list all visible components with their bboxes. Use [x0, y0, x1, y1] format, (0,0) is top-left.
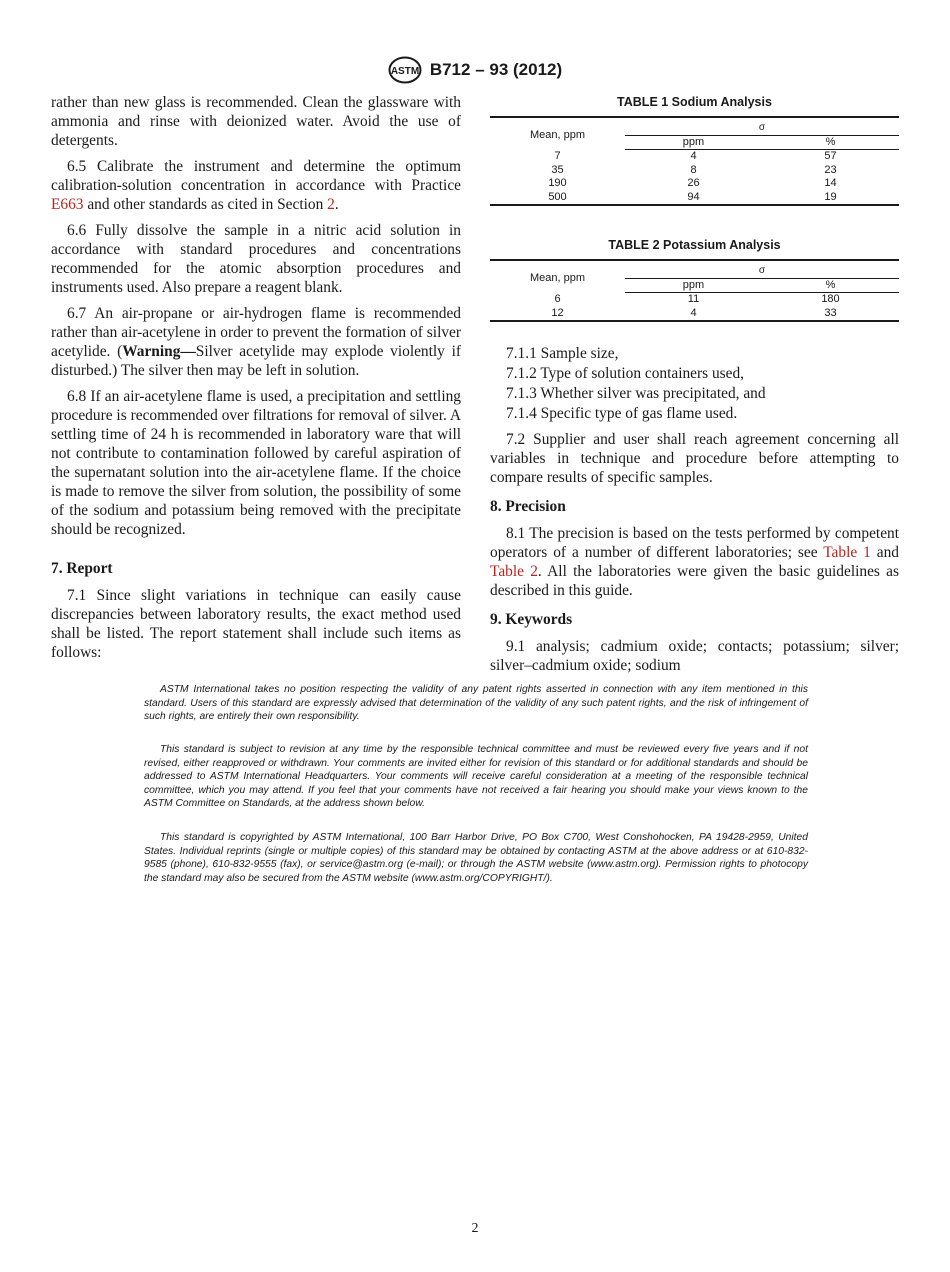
footer-notice-copyright: This standard is copyrighted by ASTM International, 100 Barr Harbor Drive, PO Box C700, West Conshohocken, PA 19428-2959, United States. Individual reprints (single or multiple copies) of this standard may be obtained by contacting ASTM at the above address or at 610-832-9585 (phone), 610-832-9555 (fax), or service@astm.org (e-mail); or through the ASTM website (www.astm.org). Permission rights to photocopy the standard may also be secured from the ASTM website (www.astm.org/COPYRIGHT/). — [144, 832, 808, 884]
right-column — [490, 344, 899, 682]
page-header — [0, 55, 950, 85]
table-1-header-sigma: σ — [625, 117, 899, 135]
table-2-header-sigma: σ — [625, 260, 899, 278]
table-2-potassium — [490, 238, 899, 322]
table-row: 35 8 23 — [551, 163, 837, 176]
list-item: 7.1.1 Sample size, — [506, 345, 619, 362]
left-column — [51, 93, 461, 669]
table-row: 7 4 57 — [554, 149, 837, 162]
link-table-2[interactable]: Table 2 — [490, 563, 538, 580]
list-item: 7.1.3 Whether silver was precipitated, and — [506, 385, 766, 402]
standard-designation: B712 – 93 (2012) — [429, 60, 563, 79]
paragraph-7-2: 7.2 Supplier and user shall reach agreement concerning all variables in technique and procedure before attempting to compare results of specific samples. — [490, 431, 899, 486]
table-row: 190 26 14 — [548, 177, 837, 189]
table-1-caption: TABLE 1 Sodium Analysis — [617, 95, 772, 109]
section-9-heading: 9. Keywords — [490, 611, 573, 628]
section-7-heading: 7. Report — [51, 560, 113, 577]
footer-notice-revision: This standard is subject to revision at any time by the responsible technical committee and must be reviewed every five years and if not revised, either reapproved or withdrawn. Your comments are invited either for revision of this standard or for additional standards and should be addressed to ASTM International Headquarters. Your comments will receive careful consideration at a meeting of the responsible technical committee, which you may attend. If you feel that your comments have not received a fair hearing you should make your views known to the ASTM Committee on Standards, at the address shown below. — [144, 744, 808, 810]
table-2-header-ppm: ppm — [625, 278, 762, 293]
link-section-2[interactable]: 2 — [327, 196, 335, 213]
link-e663[interactable]: E663 — [51, 196, 84, 213]
paragraph-continued: rather than new glass is recommended. Clean the glassware with ammonia and rinse with deionized water. Avoid the use of detergents. — [51, 94, 461, 149]
footer-notice-patent: ASTM International takes no position respecting the validity of any patent rights asserted in connection with any item mentioned in this standard. Users of this standard are expressly advised that determination of the validity of any such patent rights, and the risk of infringement of such rights, are entirely their own responsibility. — [144, 684, 808, 723]
table-1-header-pct: % — [762, 135, 899, 150]
list-item: 7.1.2 Type of solution containers used, — [506, 365, 745, 382]
warning-label: Warning— — [122, 343, 196, 360]
astm-logo-icon — [388, 56, 422, 84]
table-2-grid — [490, 259, 899, 322]
paragraph-6-7: 6.7 An air-propane or air-hydrogen flame is recommended rather than air-acetylene in order to prevent the formation of silver acetylide. (Warning—Silver acetylide may explode violently if disturbed.) The silver then may be left in solution. — [51, 305, 461, 379]
table-1-header-mean: Mean, ppm — [490, 117, 625, 150]
list-item: 7.1.4 Specific type of gas flame used. — [506, 405, 738, 422]
table-1-grid — [490, 116, 899, 206]
table-1-header-ppm: ppm — [625, 135, 762, 150]
svg-text:ASTM: ASTM — [390, 66, 419, 77]
paragraph-6-6: 6.6 Fully dissolve the sample in a nitric acid solution in accordance with standard procedures and concentrations recommended for the atomic absorption procedures and instruments used. Also prepare a reagent blank. — [51, 222, 461, 296]
paragraph-8-1: 8.1 The precision is based on the tests performed by competent operators of a number of different laboratories; see Table 1 and Table 2. All the laboratories were given the basic guidelines as described in this guide. — [490, 525, 899, 599]
link-table-1[interactable]: Table 1 — [823, 544, 871, 561]
paragraph-6-8: 6.8 If an air-acetylene flame is used, a precipitation and settling procedure is recommended over filtrations for removal of silver. A settling time of 24 h is recommended in laboratory ware that will not contribute to contamination followed by careful aspiration of the supernatant solution into the air-acetylene flame. If the choice is made to remove the silver from solution, the possibility of some of the sodium and potassium being removed with the precipitate should be recognized. — [51, 388, 461, 538]
paragraph-7-1: 7.1 Since slight variations in technique can easily cause discrepancies between laboratory results, the exact method used shall be listed. The report statement shall include such items as follows: — [51, 587, 461, 661]
page-number: 2 — [471, 1221, 479, 1236]
paragraph-9-1: 9.1 analysis; cadmium oxide; contacts; potassium; silver; silver–cadmium oxide; sodium — [490, 638, 899, 674]
paragraph-6-5: 6.5 Calibrate the instrument and determine the optimum calibration-solution concentration in accordance with Practice E663 and other standards as cited in Section 2. — [51, 158, 461, 213]
table-row: 500 94 19 — [490, 191, 899, 206]
table-2-header-mean: Mean, ppm — [490, 260, 625, 293]
table-row: 6 11 180 — [554, 292, 840, 305]
table-1-sodium — [490, 95, 899, 206]
section-8-heading: 8. Precision — [490, 498, 566, 515]
table-2-caption: TABLE 2 Potassium Analysis — [608, 238, 781, 252]
table-2-header-pct: % — [762, 278, 899, 293]
table-row: 12 4 33 — [490, 307, 899, 322]
